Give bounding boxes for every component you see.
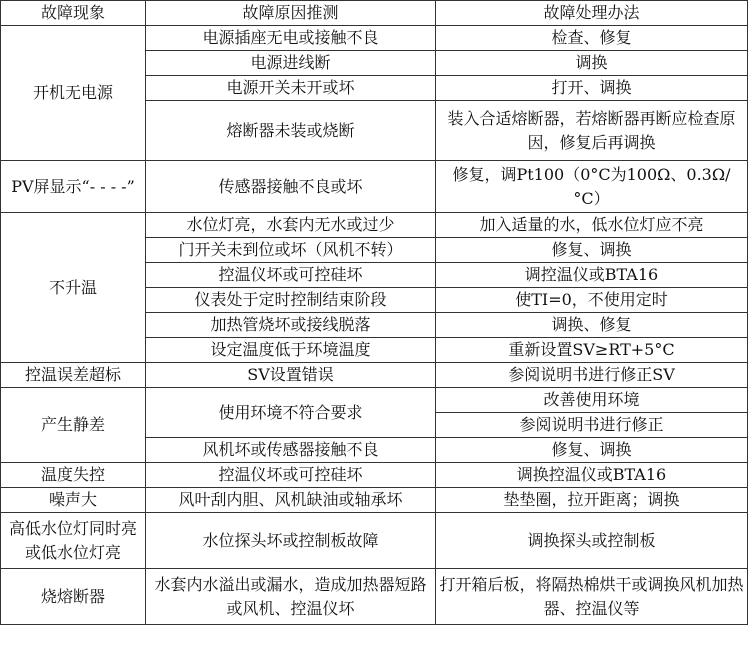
table-row bbox=[1, 569, 748, 625]
cause-cell: 电源进线断 bbox=[146, 51, 436, 76]
fix-cell: 重新设置SV≥RT+5°C bbox=[436, 338, 748, 363]
cause-cell: 风叶刮内胆、风机缺油或轴承坏 bbox=[146, 488, 436, 513]
symptom-cell: 噪声大 bbox=[1, 488, 146, 513]
header-cause: 故障原因推测 bbox=[146, 1, 436, 26]
symptom-cell: 控温误差超标 bbox=[1, 363, 146, 388]
cause-cell: 控温仪坏或可控硅坏 bbox=[146, 463, 436, 488]
cause-cell: 使用环境不符合要求 bbox=[146, 388, 436, 438]
fix-cell: 调换 bbox=[436, 51, 748, 76]
header-fix: 故障处理办法 bbox=[436, 1, 748, 26]
symptom-cell: 产生静差 bbox=[1, 388, 146, 463]
cause-cell: 水套内水溢出或漏水，造成加热器短路或风机、控温仪坏 bbox=[146, 569, 436, 625]
table-row bbox=[1, 213, 748, 238]
table-row bbox=[1, 161, 748, 213]
cause-cell: 电源开关未开或坏 bbox=[146, 76, 436, 101]
cause-cell: 门开关未到位或坏（风机不转） bbox=[146, 238, 436, 263]
cause-cell: 设定温度低于环境温度 bbox=[146, 338, 436, 363]
symptom-cell: 烧熔断器 bbox=[1, 569, 146, 625]
fix-cell: 装入合适熔断器，若熔断器再断应检查原因，修复后再调换 bbox=[436, 101, 748, 161]
cause-cell: 水位灯亮，水套内无水或过少 bbox=[146, 213, 436, 238]
header-row bbox=[1, 1, 748, 26]
table-row bbox=[1, 488, 748, 513]
fix-cell: 修复、调换 bbox=[436, 438, 748, 463]
cause-cell: 仪表处于定时控制结束阶段 bbox=[146, 288, 436, 313]
cause-cell: 风机坏或传感器接触不良 bbox=[146, 438, 436, 463]
fix-cell: 使TI=0，不使用定时 bbox=[436, 288, 748, 313]
fix-cell: 调控温仪或BTA16 bbox=[436, 263, 748, 288]
cause-cell: 水位探头坏或控制板故障 bbox=[146, 513, 436, 569]
fix-cell: 调换探头或控制板 bbox=[436, 513, 748, 569]
header-symptom: 故障现象 bbox=[1, 1, 146, 26]
symptom-cell: 高低水位灯同时亮或低水位灯亮 bbox=[1, 513, 146, 569]
cause-cell: SV设置错误 bbox=[146, 363, 436, 388]
cause-cell: 传感器接触不良或坏 bbox=[146, 161, 436, 213]
fix-cell: 修复、调换 bbox=[436, 238, 748, 263]
fix-cell: 调换控温仪或BTA16 bbox=[436, 463, 748, 488]
symptom-cell: PV屏显示“- - - -” bbox=[1, 161, 146, 213]
cause-cell: 电源插座无电或接触不良 bbox=[146, 26, 436, 51]
cause-cell: 熔断器未装或烧断 bbox=[146, 101, 436, 161]
cause-cell: 控温仪坏或可控硅坏 bbox=[146, 263, 436, 288]
table-row bbox=[1, 388, 748, 413]
fix-cell: 垫垫圈，拉开距离；调换 bbox=[436, 488, 748, 513]
fix-cell: 检查、修复 bbox=[436, 26, 748, 51]
fix-cell: 改善使用环境 bbox=[436, 388, 748, 413]
fix-cell: 打开、调换 bbox=[436, 76, 748, 101]
fix-cell: 参阅说明书进行修正SV bbox=[436, 363, 748, 388]
cause-cell: 加热管烧坏或接线脱落 bbox=[146, 313, 436, 338]
table-row bbox=[1, 363, 748, 388]
fix-cell: 打开箱后板，将隔热棉烘干或调换风机加热器、控温仪等 bbox=[436, 569, 748, 625]
fix-cell: 加入适量的水，低水位灯应不亮 bbox=[436, 213, 748, 238]
fix-cell: 参阅说明书进行修正 bbox=[436, 413, 748, 438]
table-row bbox=[1, 463, 748, 488]
symptom-cell: 不升温 bbox=[1, 213, 146, 363]
table-row bbox=[1, 26, 748, 51]
fix-cell: 调换、修复 bbox=[436, 313, 748, 338]
fix-cell: 修复，调Pt100（0°C为100Ω、0.3Ω/°C） bbox=[436, 161, 748, 213]
symptom-cell: 开机无电源 bbox=[1, 26, 146, 161]
symptom-cell: 温度失控 bbox=[1, 463, 146, 488]
table-row bbox=[1, 513, 748, 569]
